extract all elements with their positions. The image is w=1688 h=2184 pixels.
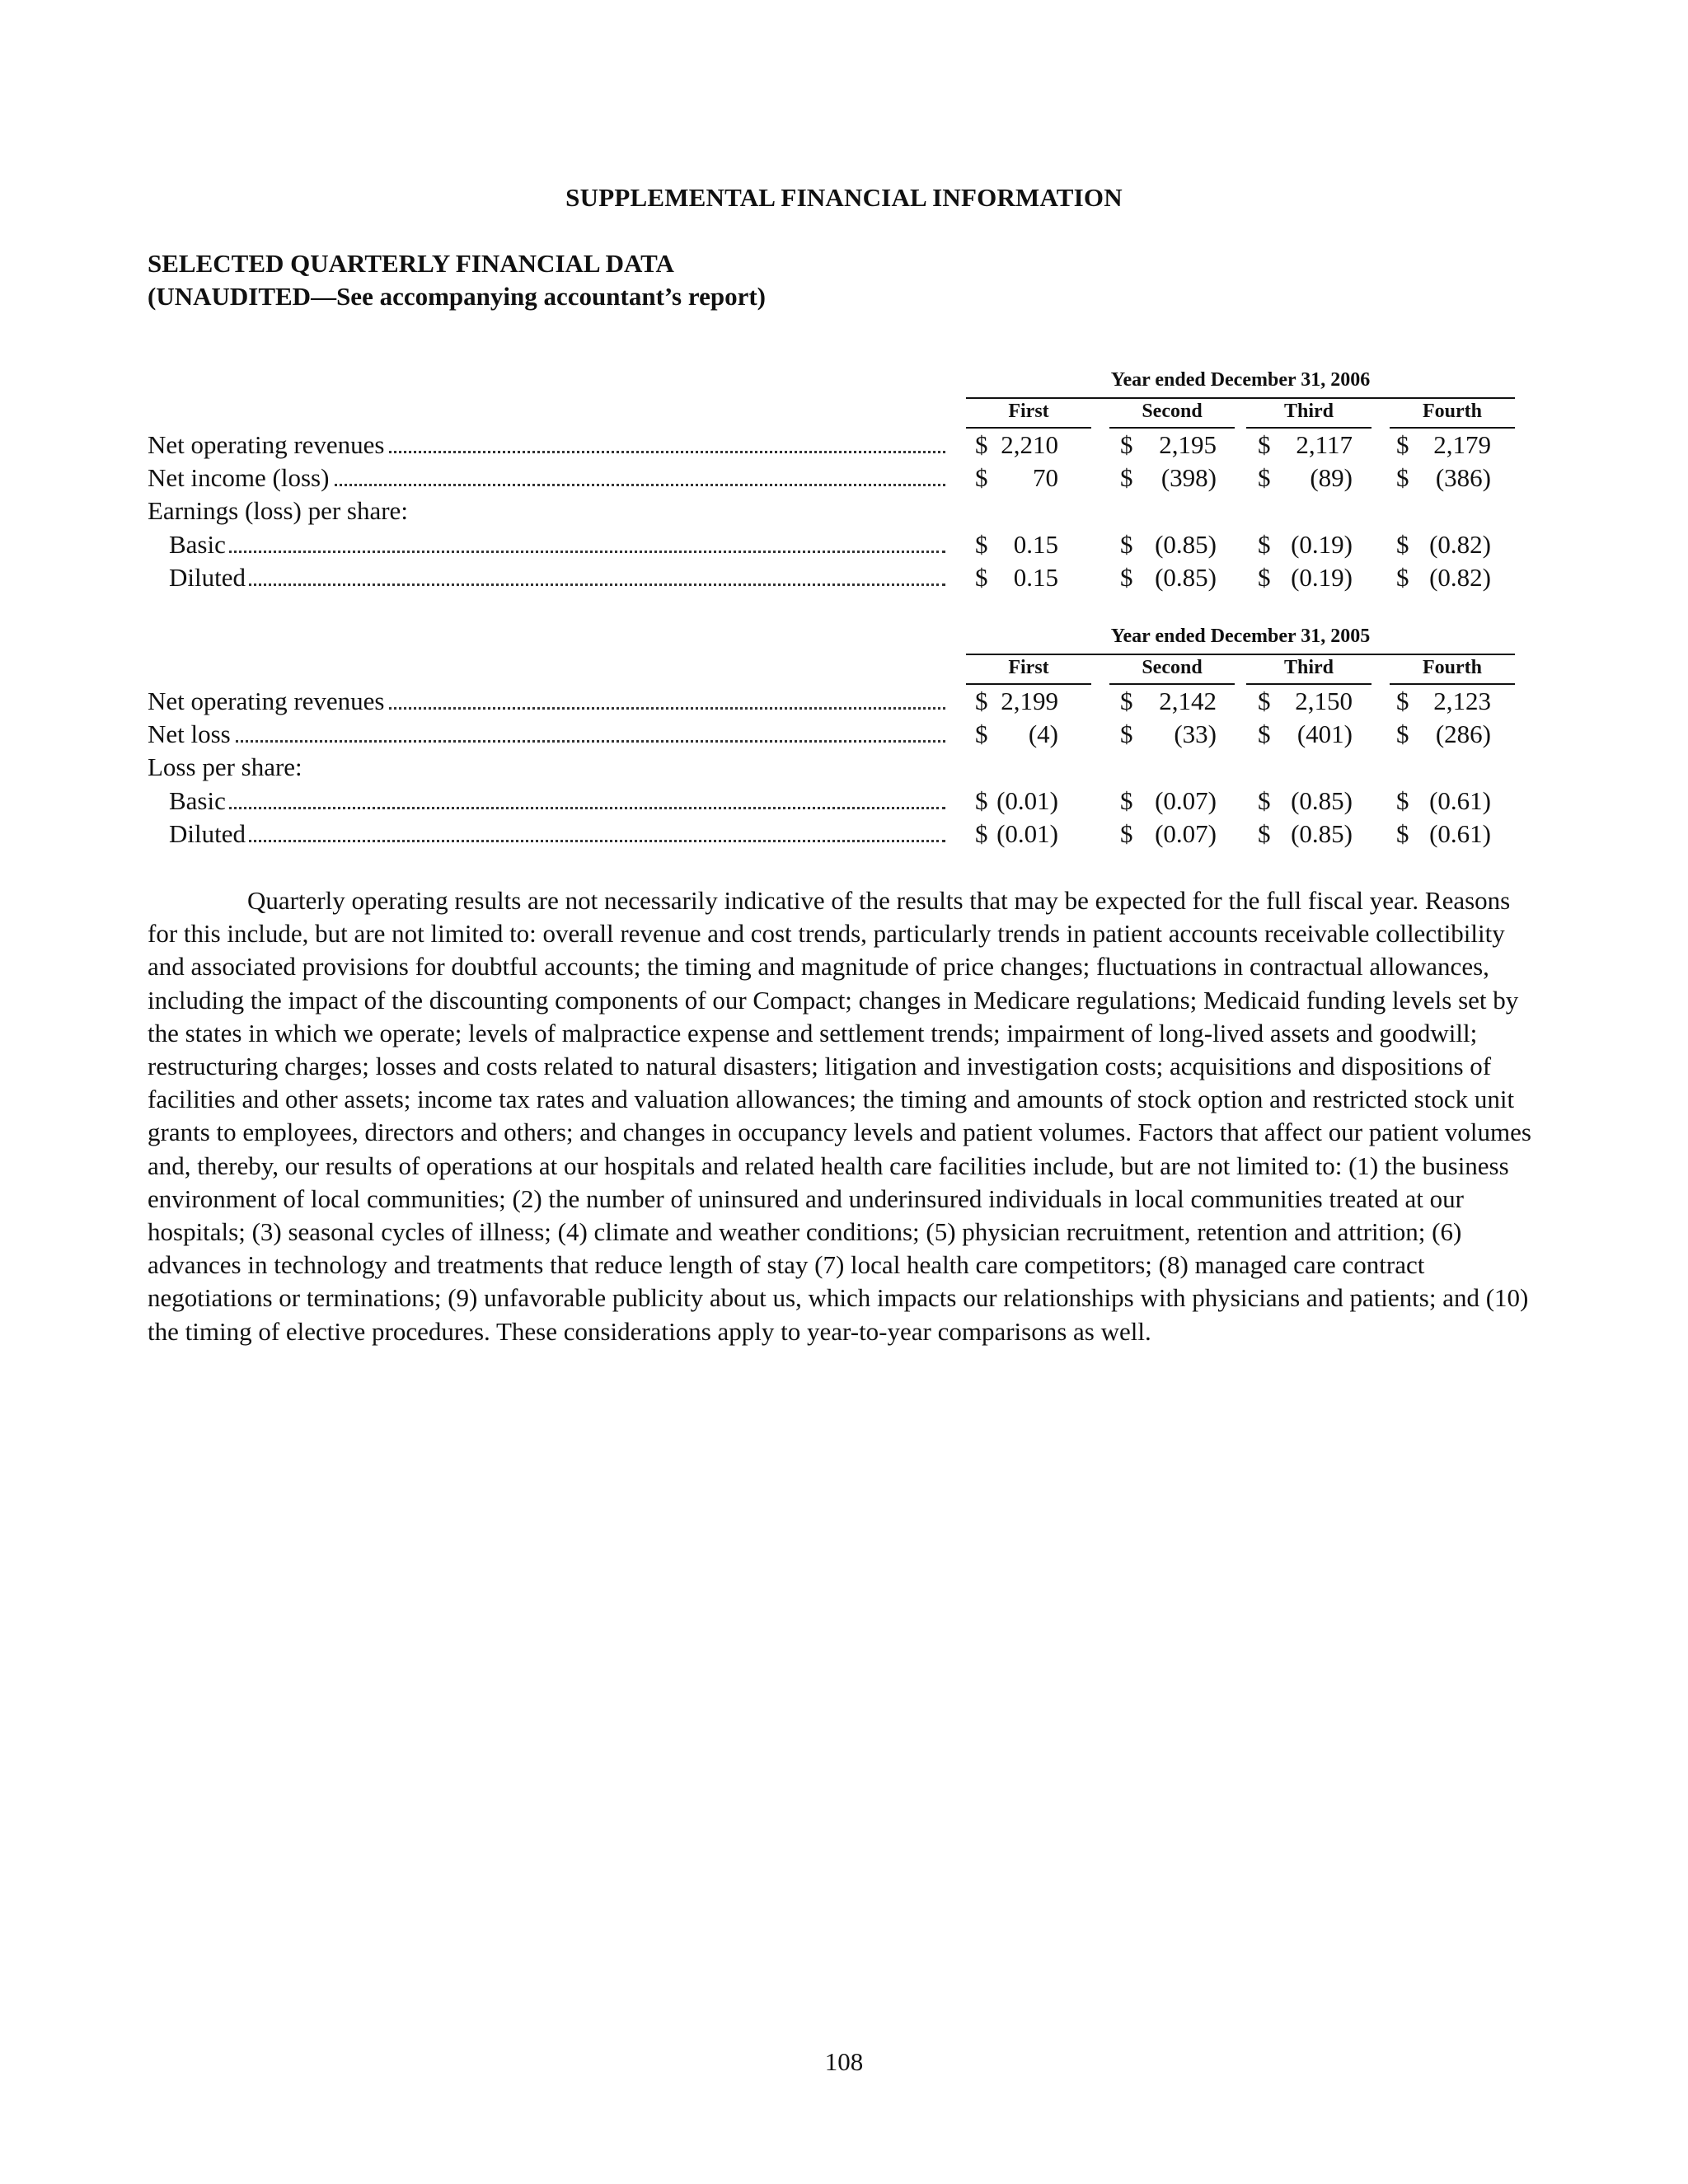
currency-symbol: $ xyxy=(1258,430,1271,459)
cell-value: (0.01) xyxy=(996,785,1058,815)
row-label-text: Basic xyxy=(169,786,229,815)
currency-symbol: $ xyxy=(1396,430,1409,459)
year-header-2005: Year ended December 31, 2005 xyxy=(1110,626,1371,647)
cell-value: 2,123 xyxy=(1433,687,1491,715)
row-label-text: Diluted xyxy=(169,563,249,592)
row-label xyxy=(148,430,945,460)
page-title: SUPPLEMENTAL FINANCIAL INFORMATION xyxy=(565,183,1123,212)
column-header-fourth: Fourth xyxy=(1423,401,1482,422)
cell-value: 2,117 xyxy=(1296,430,1353,459)
cell-value: (386) xyxy=(1435,463,1491,493)
cell-value: (0.85) xyxy=(1291,818,1353,848)
row-label xyxy=(169,819,945,849)
row-label xyxy=(148,687,945,716)
cell-value: (0.01) xyxy=(996,818,1058,848)
row-label xyxy=(148,496,945,526)
table-row xyxy=(0,819,1688,852)
column-rule xyxy=(966,683,1091,685)
row-label-text: Diluted xyxy=(169,819,249,848)
currency-symbol: $ xyxy=(975,562,988,592)
currency-symbol: $ xyxy=(975,529,988,559)
currency-symbol: $ xyxy=(1258,818,1271,848)
currency-symbol: $ xyxy=(975,430,988,459)
currency-symbol: $ xyxy=(1258,719,1271,749)
column-rule xyxy=(1109,683,1235,685)
column-rule xyxy=(1390,427,1515,429)
currency-symbol: $ xyxy=(1258,529,1271,559)
cell-value: (0.82) xyxy=(1429,562,1491,592)
dot-leader xyxy=(169,551,945,553)
currency-symbol: $ xyxy=(1258,687,1271,715)
currency-symbol: $ xyxy=(1120,719,1133,749)
currency-symbol: $ xyxy=(975,719,988,749)
column-rule xyxy=(966,427,1091,429)
table-row xyxy=(0,530,1688,563)
cell-value: (0.61) xyxy=(1429,818,1491,848)
currency-symbol: $ xyxy=(975,687,988,715)
currency-symbol: $ xyxy=(1120,463,1133,493)
cell-value: 70 xyxy=(1033,463,1058,493)
cell-value: 2,150 xyxy=(1295,687,1353,715)
currency-symbol: $ xyxy=(1396,687,1409,715)
cell-value: (0.85) xyxy=(1155,562,1217,592)
currency-symbol: $ xyxy=(1120,529,1133,559)
currency-symbol: $ xyxy=(1396,529,1409,559)
body-paragraph: Quarterly operating results are not necessarily indicative of the results that may be expected for the full fiscal year. Reasons for this include, but are not limited to: overall revenue and cost trends, particularly trends in patient accounts receivable collectibility and associated provisions for doubtful accounts; the timing and magnitude of price changes; fluctuations in contractual allowances, including the impact of the discounting components of our Compact; changes in Medicare regulations; Medicaid funding levels set by the states in which we operate; levels of malpractice expense and settlement trends; impairment of long-lived assets and goodwill; restructuring charges; losses and costs related to natural disasters; litigation and investigation costs; acquisitions and dispositions of facilities and other assets; income tax rates and valuation allowances; the timing and amounts of stock option and restricted stock unit grants to employees, directors and others; and changes in occupancy levels and patient volumes. Factors that affect our patient volumes and, thereby, our results of operations at our hospitals and related health care facilities include, but are not limited to: (1) the business environment of local communities; (2) the number of uninsured and underinsured individuals in local communities treated at our hospitals; (3) seasonal cycles of illness; (4) climate and weather conditions; (5) physician recruitment, retention and attrition; (6) advances in technology and treatments that reduce length of stay (7) local health care competitors; (8) managed care contract negotiations or terminations; (9) unfavorable publicity about us, which impacts our relationships with physicians and patients; and (10) the timing of elective procedures. These considerations apply to year-to-year comparisons as well. xyxy=(148,886,1531,1346)
dot-leader xyxy=(169,840,945,842)
row-label-text: Earnings (loss) per share: xyxy=(148,496,411,525)
currency-symbol: $ xyxy=(975,785,988,815)
section-heading: SELECTED QUARTERLY FINANCIAL DATA xyxy=(148,249,674,278)
cell-value: (401) xyxy=(1296,719,1353,749)
currency-symbol: $ xyxy=(1120,785,1133,815)
currency-symbol: $ xyxy=(1258,463,1271,493)
cell-value: 2,179 xyxy=(1433,430,1491,459)
currency-symbol: $ xyxy=(1120,687,1133,715)
row-label-text: Net loss xyxy=(148,719,234,748)
cell-value: 0.15 xyxy=(1013,562,1058,592)
column-rule xyxy=(1390,683,1515,685)
cell-value: (398) xyxy=(1160,463,1217,493)
row-label xyxy=(148,752,945,782)
currency-symbol: $ xyxy=(1120,818,1133,848)
cell-value: (89) xyxy=(1310,463,1353,493)
cell-value: (0.85) xyxy=(1291,785,1353,815)
currency-symbol: $ xyxy=(1396,719,1409,749)
table-row xyxy=(0,496,1688,529)
row-label xyxy=(148,463,945,493)
cell-value: (0.61) xyxy=(1429,785,1491,815)
cell-value: (0.19) xyxy=(1291,529,1353,559)
table-row xyxy=(0,430,1688,463)
table-row xyxy=(0,563,1688,596)
cell-value: 2,195 xyxy=(1159,430,1217,459)
row-label xyxy=(169,786,945,816)
table-row xyxy=(0,719,1688,752)
dot-leader xyxy=(148,740,945,743)
currency-symbol: $ xyxy=(975,463,988,493)
column-rule xyxy=(1109,427,1235,429)
dot-leader xyxy=(169,807,945,809)
currency-symbol: $ xyxy=(1120,562,1133,592)
column-header-first: First xyxy=(1008,657,1049,678)
row-label xyxy=(148,719,945,749)
column-header-first: First xyxy=(1008,401,1049,422)
column-header-second: Second xyxy=(1142,657,1203,678)
cell-value: 2,210 xyxy=(1001,430,1058,459)
cell-value: (0.85) xyxy=(1155,529,1217,559)
cell-value: 2,199 xyxy=(1001,687,1058,715)
table-row xyxy=(0,752,1688,785)
year-header-rule xyxy=(966,654,1515,655)
cell-value: (33) xyxy=(1174,719,1217,749)
cell-value: 2,142 xyxy=(1159,687,1217,715)
column-rule xyxy=(1246,427,1372,429)
column-header-fourth: Fourth xyxy=(1423,657,1482,678)
section-subheading: (UNAUDITED—See accompanying accountant’s report) xyxy=(148,282,766,311)
column-header-third: Third xyxy=(1283,401,1334,422)
column-header-second: Second xyxy=(1142,401,1203,422)
cell-value: (0.19) xyxy=(1291,562,1353,592)
row-label-text: Basic xyxy=(169,530,229,559)
row-label-text: Net operating revenues xyxy=(148,430,388,459)
page-number: 108 xyxy=(824,2047,864,2076)
currency-symbol: $ xyxy=(1396,785,1409,815)
row-label-text: Loss per share: xyxy=(148,752,306,781)
currency-symbol: $ xyxy=(1258,562,1271,592)
column-header-third: Third xyxy=(1283,657,1334,678)
currency-symbol: $ xyxy=(1396,463,1409,493)
dot-leader xyxy=(169,583,945,586)
cell-value: 0.15 xyxy=(1013,529,1058,559)
row-label-text: Net operating revenues xyxy=(148,687,388,715)
column-rule xyxy=(1246,683,1372,685)
table-row xyxy=(0,687,1688,719)
cell-value: (286) xyxy=(1435,719,1491,749)
row-label-text: Net income (loss) xyxy=(148,463,332,492)
cell-value: (4) xyxy=(1028,719,1058,749)
currency-symbol: $ xyxy=(1396,562,1409,592)
cell-value: (0.07) xyxy=(1155,785,1217,815)
currency-symbol: $ xyxy=(1396,818,1409,848)
table-row xyxy=(0,463,1688,496)
currency-symbol: $ xyxy=(1258,785,1271,815)
row-label xyxy=(169,530,945,560)
cell-value: (0.07) xyxy=(1155,818,1217,848)
year-header-rule xyxy=(966,397,1515,399)
currency-symbol: $ xyxy=(975,818,988,848)
currency-symbol: $ xyxy=(1120,430,1133,459)
row-label xyxy=(169,563,945,593)
cell-value: (0.82) xyxy=(1429,529,1491,559)
year-header-2006: Year ended December 31, 2006 xyxy=(1110,369,1371,391)
table-row xyxy=(0,786,1688,819)
